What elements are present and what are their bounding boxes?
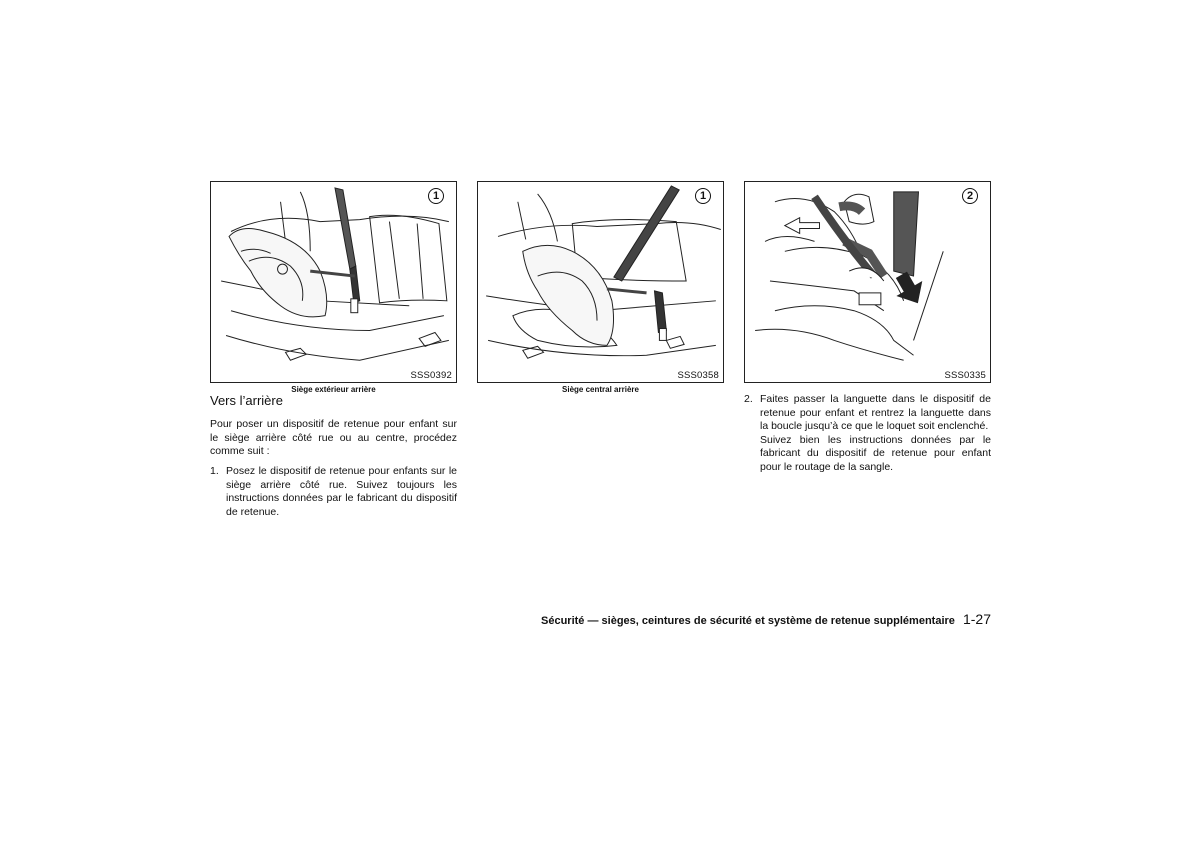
figure-number-badge: 1	[428, 188, 444, 204]
figure-outer-seat	[210, 181, 457, 383]
step-number: 1.	[210, 465, 219, 477]
figure-code: SSS0335	[944, 370, 986, 381]
page-number: 1-27	[962, 611, 991, 627]
page-footer	[541, 611, 991, 627]
figure-caption: Siège central arrière	[562, 385, 639, 394]
child-seat-outer-illustration	[211, 182, 456, 382]
step-text: Posez le dispositif de retenue pour enfants sur le siège arrière côté rue. Suivez toujours les instructions données par le fabricant du dispositif de retenue.	[226, 465, 457, 518]
figure-code: SSS0358	[677, 370, 719, 381]
step-1	[210, 465, 457, 519]
figure-buckle	[744, 181, 991, 383]
step-2	[744, 393, 991, 475]
section-title: Sécurité — sièges, ceintures de sécurité et système de retenue supplémentaire	[541, 615, 955, 627]
child-seat-center-illustration	[478, 182, 723, 382]
step-note: Suivez bien les instructions données par le fabricant du dispositif de retenue pour enfant pour le routage de la sangle.	[760, 433, 991, 473]
figure-center-seat	[477, 181, 724, 383]
section-heading: Vers l’arrière	[210, 393, 283, 408]
step-text: Faites passer la languette dans le dispositif de retenue pour enfant et rentrez la languette dans la boucle jusqu’à ce que le loquet soit enclenché.	[760, 393, 991, 433]
figure-number-badge: 2	[962, 188, 978, 204]
step-number: 2.	[744, 393, 753, 405]
buckle-latch-illustration	[745, 182, 990, 382]
figure-number-badge: 1	[695, 188, 711, 204]
figure-caption: Siège extérieur arrière	[291, 385, 376, 394]
intro-paragraph: Pour poser un dispositif de retenue pour enfant sur le siège arrière côté rue ou au centre, procédez comme suit :	[210, 418, 457, 458]
figure-code: SSS0392	[410, 370, 452, 381]
